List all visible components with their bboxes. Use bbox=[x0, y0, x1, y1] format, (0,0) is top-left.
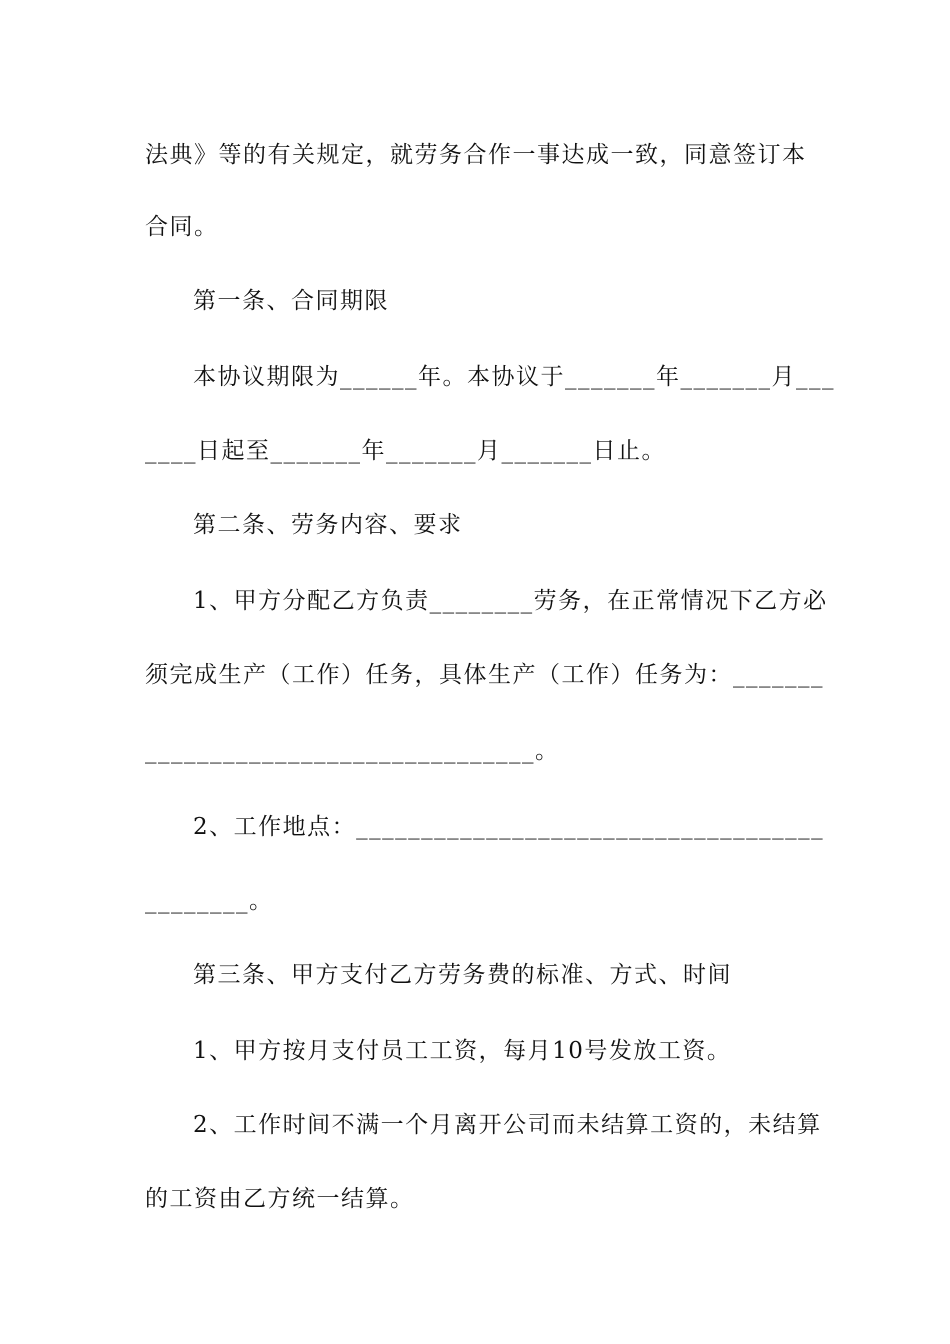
paragraph-line: 的工资由乙方统一结算。 bbox=[145, 1186, 415, 1212]
paragraph-line: 1、甲方按月支付员工工资，每月10号发放工资。 bbox=[193, 1038, 732, 1064]
paragraph-line: 2、工作时间不满一个月离开公司而未结算工资的，未结算 bbox=[193, 1112, 822, 1138]
paragraph-line: 法典》等的有关规定，就劳务合作一事达成一致，同意签订本 bbox=[145, 142, 807, 168]
paragraph-line: 2、工作地点：____________________________________ bbox=[193, 814, 825, 840]
article-2-heading: 第二条、劳务内容、要求 bbox=[193, 512, 463, 538]
paragraph-line: ____日起至_______年_______月_______日止。 bbox=[145, 438, 666, 464]
article-1-heading: 第一条、合同期限 bbox=[193, 288, 389, 314]
paragraph-line: 须完成生产（工作）任务，具体生产（工作）任务为：_______ bbox=[145, 662, 824, 688]
paragraph-line: 本协议期限为______年。本协议于_______年_______月___ bbox=[193, 364, 835, 390]
paragraph-line: ________。 bbox=[145, 888, 274, 914]
paragraph-line: 合同。 bbox=[145, 214, 219, 240]
paragraph-line: 1、甲方分配乙方负责________劳务，在正常情况下乙方必 bbox=[193, 588, 828, 614]
article-3-heading: 第三条、甲方支付乙方劳务费的标准、方式、时间 bbox=[193, 962, 732, 988]
paragraph-line: ______________________________。 bbox=[145, 738, 560, 764]
